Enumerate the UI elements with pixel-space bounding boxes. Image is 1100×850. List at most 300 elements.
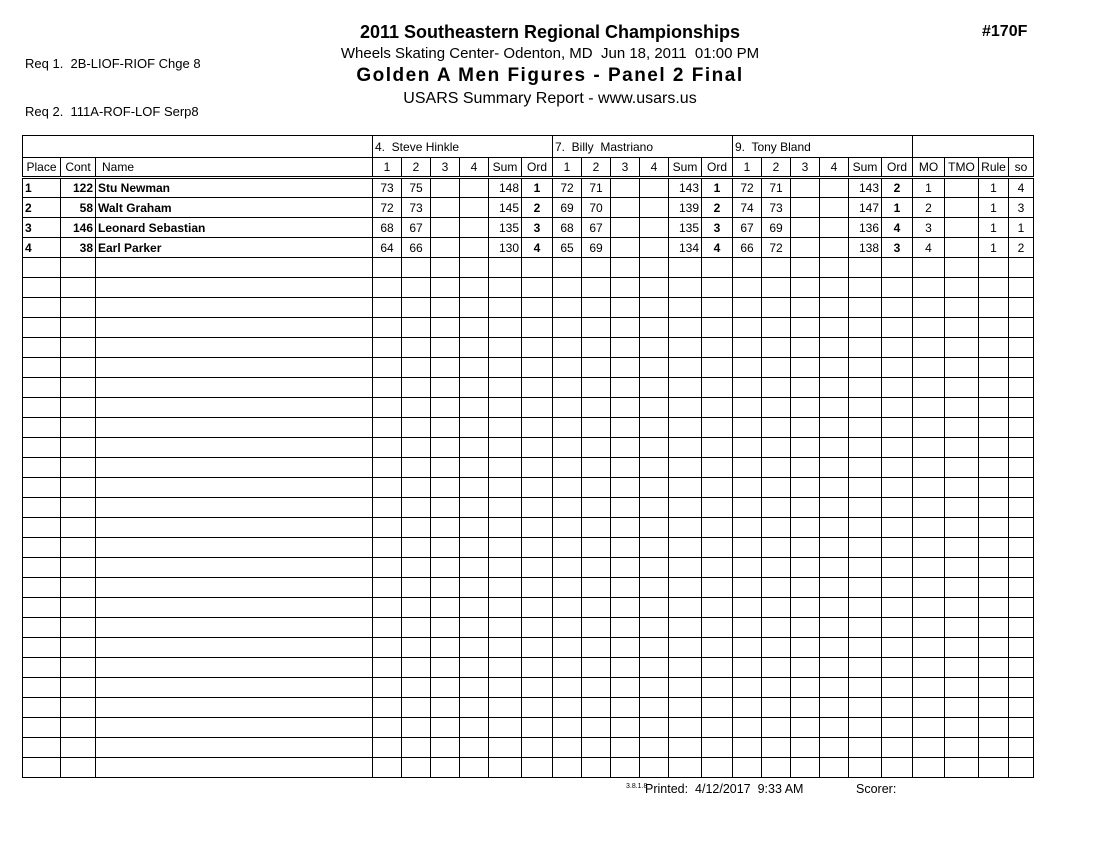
empty-cont xyxy=(61,658,96,678)
col-header-judge1-3: 3 xyxy=(431,158,460,178)
empty-score xyxy=(460,318,489,338)
judge2-ordinal: 4 xyxy=(702,238,733,258)
empty-cont xyxy=(61,318,96,338)
empty-score xyxy=(611,498,640,518)
empty-score xyxy=(582,278,611,298)
empty-ordinal xyxy=(702,278,733,298)
empty-score xyxy=(791,358,820,378)
empty-score xyxy=(431,658,460,678)
empty-score xyxy=(791,538,820,558)
empty-so xyxy=(1009,438,1034,458)
empty-sum xyxy=(849,458,882,478)
empty-score xyxy=(611,738,640,758)
empty-score xyxy=(431,638,460,658)
empty-score xyxy=(762,598,791,618)
report-header xyxy=(0,22,1100,108)
empty-sum xyxy=(669,438,702,458)
empty-ordinal xyxy=(522,598,553,618)
empty-score xyxy=(582,358,611,378)
empty-ordinal xyxy=(522,338,553,358)
empty-ordinal xyxy=(702,518,733,538)
empty-ordinal xyxy=(702,418,733,438)
contestant-number: 122 xyxy=(61,178,96,198)
empty-score xyxy=(460,538,489,558)
judge1-score-2: 66 xyxy=(402,238,431,258)
empty-place xyxy=(23,518,61,538)
empty-place xyxy=(23,358,61,378)
empty-score xyxy=(640,418,669,438)
judge2-ordinal: 2 xyxy=(702,198,733,218)
empty-ordinal xyxy=(702,378,733,398)
empty-score xyxy=(402,338,431,358)
empty-so xyxy=(1009,418,1034,438)
empty-score xyxy=(460,338,489,358)
empty-row xyxy=(23,318,1034,338)
empty-rule xyxy=(979,718,1009,738)
empty-sum xyxy=(669,278,702,298)
empty-sum xyxy=(669,358,702,378)
empty-score xyxy=(402,718,431,738)
empty-tmo xyxy=(945,458,979,478)
empty-score xyxy=(582,258,611,278)
judge2-sum: 139 xyxy=(669,198,702,218)
empty-tmo xyxy=(945,418,979,438)
judge1-score-1: 64 xyxy=(373,238,402,258)
empty-score xyxy=(582,738,611,758)
empty-place xyxy=(23,498,61,518)
empty-score xyxy=(820,318,849,338)
empty-sum xyxy=(849,578,882,598)
championship-title: 2011 Southeastern Regional Championships xyxy=(359,22,741,42)
empty-ordinal xyxy=(702,558,733,578)
empty-score xyxy=(553,458,582,478)
empty-sum xyxy=(849,398,882,418)
empty-tmo xyxy=(945,558,979,578)
competitor-row-1 xyxy=(23,178,1034,198)
empty-score xyxy=(640,558,669,578)
empty-score xyxy=(733,518,762,538)
empty-mo xyxy=(913,658,945,678)
empty-score xyxy=(431,718,460,738)
empty-mo xyxy=(913,678,945,698)
empty-score xyxy=(640,658,669,678)
empty-score xyxy=(762,278,791,298)
empty-place xyxy=(23,598,61,618)
empty-mo xyxy=(913,618,945,638)
judge2-score-2: 67 xyxy=(582,218,611,238)
empty-row xyxy=(23,258,1034,278)
empty-score xyxy=(611,358,640,378)
empty-tmo xyxy=(945,538,979,558)
majority-ordinal: 3 xyxy=(913,218,945,238)
empty-place xyxy=(23,298,61,318)
judge-name-2: 7. Billy Mastriano xyxy=(553,136,733,158)
empty-score xyxy=(431,498,460,518)
col-header-judge1-2: 2 xyxy=(402,158,431,178)
empty-sum xyxy=(669,638,702,658)
empty-score xyxy=(373,558,402,578)
empty-sum xyxy=(489,658,522,678)
judge2-ordinal: 1 xyxy=(702,178,733,198)
empty-score xyxy=(582,498,611,518)
empty-score xyxy=(791,738,820,758)
empty-score xyxy=(733,598,762,618)
empty-ordinal xyxy=(702,738,733,758)
empty-ordinal xyxy=(882,398,913,418)
empty-place xyxy=(23,438,61,458)
empty-score xyxy=(582,638,611,658)
empty-score xyxy=(431,418,460,438)
empty-score xyxy=(733,738,762,758)
empty-tmo xyxy=(945,478,979,498)
empty-score xyxy=(402,318,431,338)
empty-name xyxy=(96,278,373,298)
empty-score xyxy=(733,658,762,678)
empty-row xyxy=(23,278,1034,298)
empty-place xyxy=(23,318,61,338)
empty-score xyxy=(640,718,669,738)
empty-tmo xyxy=(945,618,979,638)
empty-score xyxy=(640,678,669,698)
judge3-score-2: 71 xyxy=(762,178,791,198)
empty-sum xyxy=(489,418,522,438)
judge3-ordinal: 4 xyxy=(882,218,913,238)
empty-place xyxy=(23,338,61,358)
empty-score xyxy=(820,578,849,598)
empty-score xyxy=(640,538,669,558)
empty-score xyxy=(553,758,582,778)
empty-ordinal xyxy=(702,258,733,278)
empty-score xyxy=(431,738,460,758)
empty-score xyxy=(553,718,582,738)
judge1-ordinal: 1 xyxy=(522,178,553,198)
empty-score xyxy=(820,458,849,478)
judge1-score-2: 75 xyxy=(402,178,431,198)
empty-mo xyxy=(913,258,945,278)
empty-score xyxy=(373,758,402,778)
empty-tmo xyxy=(945,578,979,598)
empty-ordinal xyxy=(522,578,553,598)
empty-so xyxy=(1009,738,1034,758)
empty-score xyxy=(402,378,431,398)
empty-score xyxy=(791,258,820,278)
empty-sum xyxy=(669,578,702,598)
empty-score xyxy=(402,738,431,758)
empty-score xyxy=(582,618,611,638)
empty-score xyxy=(460,378,489,398)
empty-score xyxy=(582,678,611,698)
empty-so xyxy=(1009,758,1034,778)
empty-score xyxy=(582,418,611,438)
empty-score xyxy=(402,418,431,438)
judge3-score-1: 66 xyxy=(733,238,762,258)
empty-cont xyxy=(61,458,96,478)
empty-score xyxy=(640,258,669,278)
empty-sum xyxy=(489,438,522,458)
empty-score xyxy=(762,498,791,518)
empty-sum xyxy=(669,698,702,718)
empty-score xyxy=(460,258,489,278)
empty-ordinal xyxy=(882,638,913,658)
empty-tmo xyxy=(945,338,979,358)
empty-ordinal xyxy=(522,498,553,518)
empty-ordinal xyxy=(522,318,553,338)
empty-score xyxy=(553,258,582,278)
empty-score xyxy=(791,518,820,538)
empty-score xyxy=(791,278,820,298)
empty-sum xyxy=(489,538,522,558)
col-header-judge2-4: 4 xyxy=(640,158,669,178)
empty-so xyxy=(1009,678,1034,698)
empty-score xyxy=(402,398,431,418)
judge3-score-3 xyxy=(791,178,820,198)
empty-so xyxy=(1009,318,1034,338)
empty-cont xyxy=(61,698,96,718)
empty-sum xyxy=(849,538,882,558)
empty-score xyxy=(733,398,762,418)
empty-tmo xyxy=(945,498,979,518)
judge-header-row xyxy=(23,136,1034,158)
empty-sum xyxy=(489,278,522,298)
judge3-sum: 136 xyxy=(849,218,882,238)
empty-rule xyxy=(979,378,1009,398)
empty-score xyxy=(402,298,431,318)
empty-score xyxy=(553,358,582,378)
judge1-score-4 xyxy=(460,178,489,198)
empty-sum xyxy=(849,478,882,498)
empty-sum xyxy=(669,298,702,318)
empty-score xyxy=(373,578,402,598)
empty-score xyxy=(611,518,640,538)
empty-score xyxy=(582,398,611,418)
col-header-judge3-sum: Sum xyxy=(849,158,882,178)
empty-ordinal xyxy=(882,738,913,758)
empty-score xyxy=(611,758,640,778)
empty-score xyxy=(402,278,431,298)
empty-score xyxy=(791,338,820,358)
empty-sum xyxy=(849,418,882,438)
judge1-score-3 xyxy=(431,218,460,238)
empty-score xyxy=(402,478,431,498)
empty-score xyxy=(553,338,582,358)
judge3-score-3 xyxy=(791,218,820,238)
col-header-cont: Cont xyxy=(61,158,96,178)
judge3-ordinal: 2 xyxy=(882,178,913,198)
empty-row xyxy=(23,578,1034,598)
empty-score xyxy=(791,398,820,418)
empty-score xyxy=(460,458,489,478)
empty-score xyxy=(640,298,669,318)
empty-so xyxy=(1009,718,1034,738)
empty-mo xyxy=(913,578,945,598)
empty-ordinal xyxy=(882,378,913,398)
empty-mo xyxy=(913,598,945,618)
empty-ordinal xyxy=(522,738,553,758)
empty-rule xyxy=(979,698,1009,718)
empty-sum xyxy=(489,758,522,778)
empty-score xyxy=(733,578,762,598)
empty-score xyxy=(460,298,489,318)
empty-score xyxy=(611,658,640,678)
empty-cont xyxy=(61,718,96,738)
empty-ordinal xyxy=(702,498,733,518)
empty-ordinal xyxy=(702,358,733,378)
empty-score xyxy=(820,358,849,378)
empty-score xyxy=(460,698,489,718)
empty-sum xyxy=(489,698,522,718)
empty-ordinal xyxy=(882,338,913,358)
empty-tmo xyxy=(945,678,979,698)
req-2-label: Req 2. 111A-ROF-LOF Serp8 xyxy=(25,104,199,119)
empty-ordinal xyxy=(522,698,553,718)
empty-sum xyxy=(849,438,882,458)
empty-rule xyxy=(979,478,1009,498)
empty-score xyxy=(611,398,640,418)
empty-row xyxy=(23,358,1034,378)
place-value: 3 xyxy=(23,218,61,238)
col-header-judge1-1: 1 xyxy=(373,158,402,178)
empty-score xyxy=(553,298,582,318)
empty-sum xyxy=(849,278,882,298)
empty-score xyxy=(373,498,402,518)
empty-score xyxy=(373,598,402,618)
competitor-name: Leonard Sebastian xyxy=(96,218,373,238)
rule-value: 1 xyxy=(979,238,1009,258)
empty-sum xyxy=(489,458,522,478)
empty-score xyxy=(431,258,460,278)
empty-ordinal xyxy=(882,498,913,518)
empty-sum xyxy=(669,418,702,438)
empty-score xyxy=(820,298,849,318)
judge1-score-1: 73 xyxy=(373,178,402,198)
empty-place xyxy=(23,698,61,718)
empty-score xyxy=(402,758,431,778)
empty-score xyxy=(733,638,762,658)
empty-score xyxy=(762,298,791,318)
empty-score xyxy=(762,378,791,398)
empty-score xyxy=(640,398,669,418)
empty-score xyxy=(762,738,791,758)
empty-score xyxy=(762,458,791,478)
empty-score xyxy=(553,478,582,498)
judge1-sum: 145 xyxy=(489,198,522,218)
empty-tmo xyxy=(945,718,979,738)
empty-score xyxy=(553,638,582,658)
empty-score xyxy=(431,458,460,478)
col-header-judge2-3: 3 xyxy=(611,158,640,178)
judge1-sum: 135 xyxy=(489,218,522,238)
empty-sum xyxy=(669,398,702,418)
empty-name xyxy=(96,318,373,338)
empty-place xyxy=(23,418,61,438)
empty-sum xyxy=(849,378,882,398)
empty-place xyxy=(23,658,61,678)
competitor-name: Stu Newman xyxy=(96,178,373,198)
total-majority-ordinal xyxy=(945,238,979,258)
judge-header-spacer-right xyxy=(913,136,1034,158)
judge2-sum: 134 xyxy=(669,238,702,258)
empty-mo xyxy=(913,478,945,498)
empty-score xyxy=(820,518,849,538)
empty-name xyxy=(96,658,373,678)
judge-header-spacer-left xyxy=(23,136,373,158)
empty-score xyxy=(582,758,611,778)
empty-mo xyxy=(913,698,945,718)
col-header-name: Name xyxy=(96,158,373,178)
judge2-score-4 xyxy=(640,218,669,238)
empty-score xyxy=(431,358,460,378)
empty-score xyxy=(582,438,611,458)
empty-rule xyxy=(979,738,1009,758)
empty-score xyxy=(733,418,762,438)
empty-sum xyxy=(669,658,702,678)
empty-sum xyxy=(849,658,882,678)
empty-tmo xyxy=(945,698,979,718)
total-majority-ordinal xyxy=(945,198,979,218)
empty-sum xyxy=(489,478,522,498)
empty-sum xyxy=(849,258,882,278)
empty-rule xyxy=(979,338,1009,358)
empty-score xyxy=(820,638,849,658)
empty-ordinal xyxy=(522,558,553,578)
empty-rule xyxy=(979,518,1009,538)
empty-score xyxy=(373,258,402,278)
empty-score xyxy=(640,338,669,358)
empty-score xyxy=(820,418,849,438)
empty-ordinal xyxy=(882,538,913,558)
empty-score xyxy=(402,678,431,698)
empty-cont xyxy=(61,678,96,698)
empty-rule xyxy=(979,318,1009,338)
empty-place xyxy=(23,638,61,658)
empty-score xyxy=(611,578,640,598)
empty-sum xyxy=(669,538,702,558)
empty-score xyxy=(460,278,489,298)
empty-score xyxy=(553,738,582,758)
empty-score xyxy=(733,718,762,738)
empty-ordinal xyxy=(882,358,913,378)
empty-tmo xyxy=(945,278,979,298)
empty-score xyxy=(611,718,640,738)
empty-score xyxy=(820,698,849,718)
empty-score xyxy=(820,278,849,298)
empty-sum xyxy=(669,718,702,738)
empty-name xyxy=(96,698,373,718)
empty-ordinal xyxy=(702,758,733,778)
empty-cont xyxy=(61,498,96,518)
empty-sum xyxy=(489,378,522,398)
rule-value: 1 xyxy=(979,178,1009,198)
empty-score xyxy=(373,338,402,358)
empty-ordinal xyxy=(522,278,553,298)
empty-name xyxy=(96,538,373,558)
judge1-score-4 xyxy=(460,238,489,258)
empty-score xyxy=(791,438,820,458)
empty-ordinal xyxy=(882,678,913,698)
empty-cont xyxy=(61,298,96,318)
empty-cont xyxy=(61,418,96,438)
empty-ordinal xyxy=(522,458,553,478)
empty-ordinal xyxy=(522,398,553,418)
empty-row xyxy=(23,698,1034,718)
empty-score xyxy=(820,478,849,498)
empty-score xyxy=(640,318,669,338)
empty-score xyxy=(373,398,402,418)
judge3-score-4 xyxy=(820,198,849,218)
empty-sum xyxy=(489,338,522,358)
judge2-score-4 xyxy=(640,178,669,198)
empty-ordinal xyxy=(882,438,913,458)
